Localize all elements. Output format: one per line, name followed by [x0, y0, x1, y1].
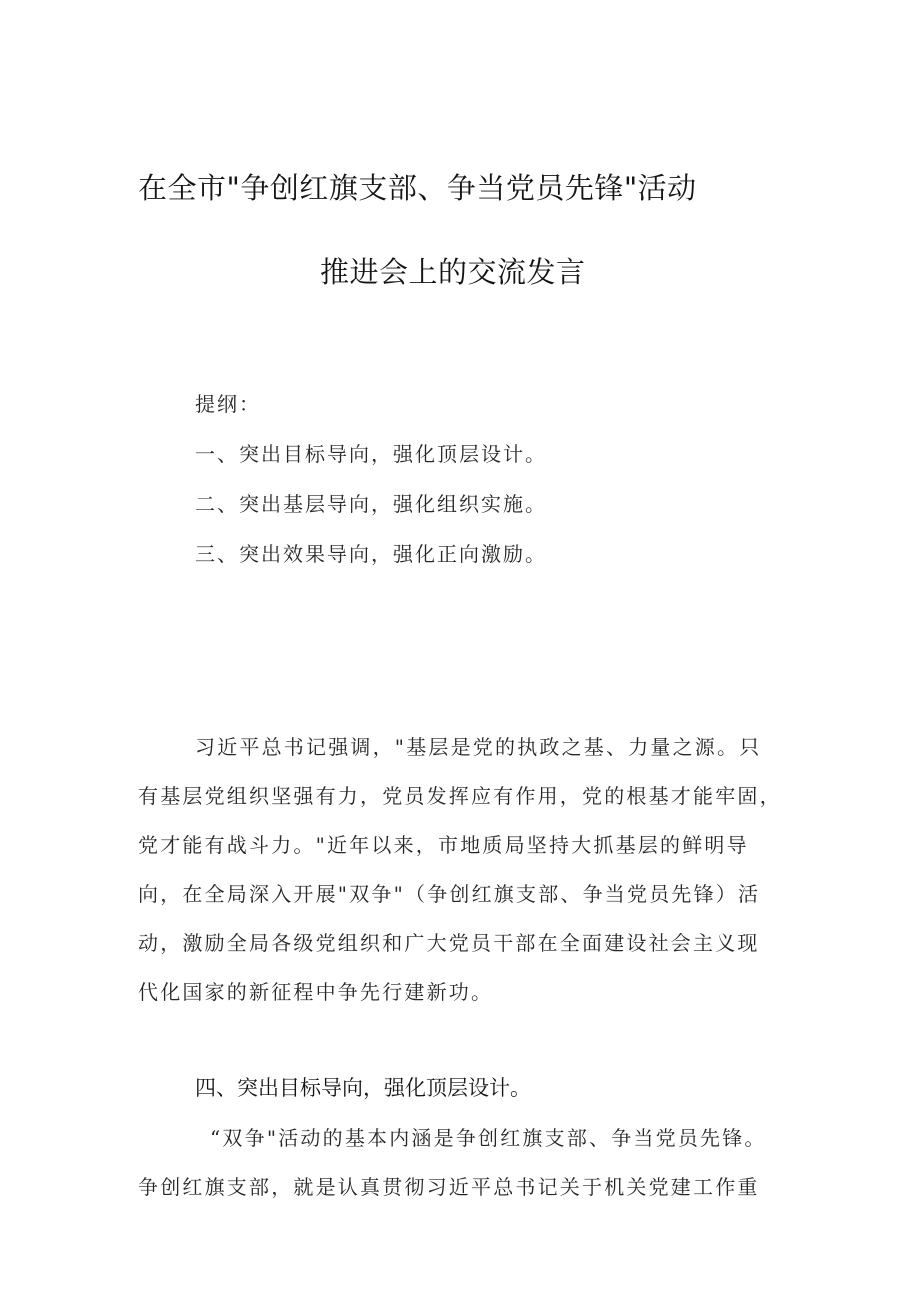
paragraph-1-line: 有基层党组织坚强有力，党员发挥应有作用，党的根基才能牢固， — [138, 784, 782, 808]
paragraph-2-line: 争创红旗支部，就是认真贯彻习近平总书记关于机关党建工作重 — [138, 1175, 760, 1199]
outline-label: 提纲： — [195, 392, 261, 416]
paragraph-1-line: 向，在全局深入开展"双争"（争创红旗支部、争当党员先锋）活 — [138, 882, 761, 906]
document-title-line-2: 推进会上的交流发言 — [320, 255, 586, 289]
paragraph-2-line: “双争"活动的基本内涵是争创红旗支部、争当党员先锋。 — [210, 1126, 767, 1150]
outline-item: 二、突出基层导向，强化组织实施。 — [195, 492, 547, 516]
outline-item: 三、突出效果导向，强化正向激励。 — [195, 542, 547, 566]
outline-item: 一、突出目标导向，强化顶层设计。 — [195, 442, 547, 466]
section-heading-4: 四、突出目标导向，强化顶层设计。 — [195, 1076, 531, 1100]
paragraph-1-line: 习近平总书记强调，"基层是党的执政之基、力量之源。只 — [195, 735, 762, 759]
paragraph-1-line: 代化国家的新征程中争先行建新功。 — [138, 980, 494, 1004]
paragraph-1-line: 动，激励全局各级党组织和广大党员干部在全面建设社会主义现 — [138, 931, 760, 955]
paragraph-1-line: 党才能有战斗力。"近年以来，市地质局坚持大抓基层的鲜明导 — [138, 833, 749, 857]
document-title-line-1: 在全市"争创红旗支部、争当党员先锋"活动 — [138, 171, 697, 205]
